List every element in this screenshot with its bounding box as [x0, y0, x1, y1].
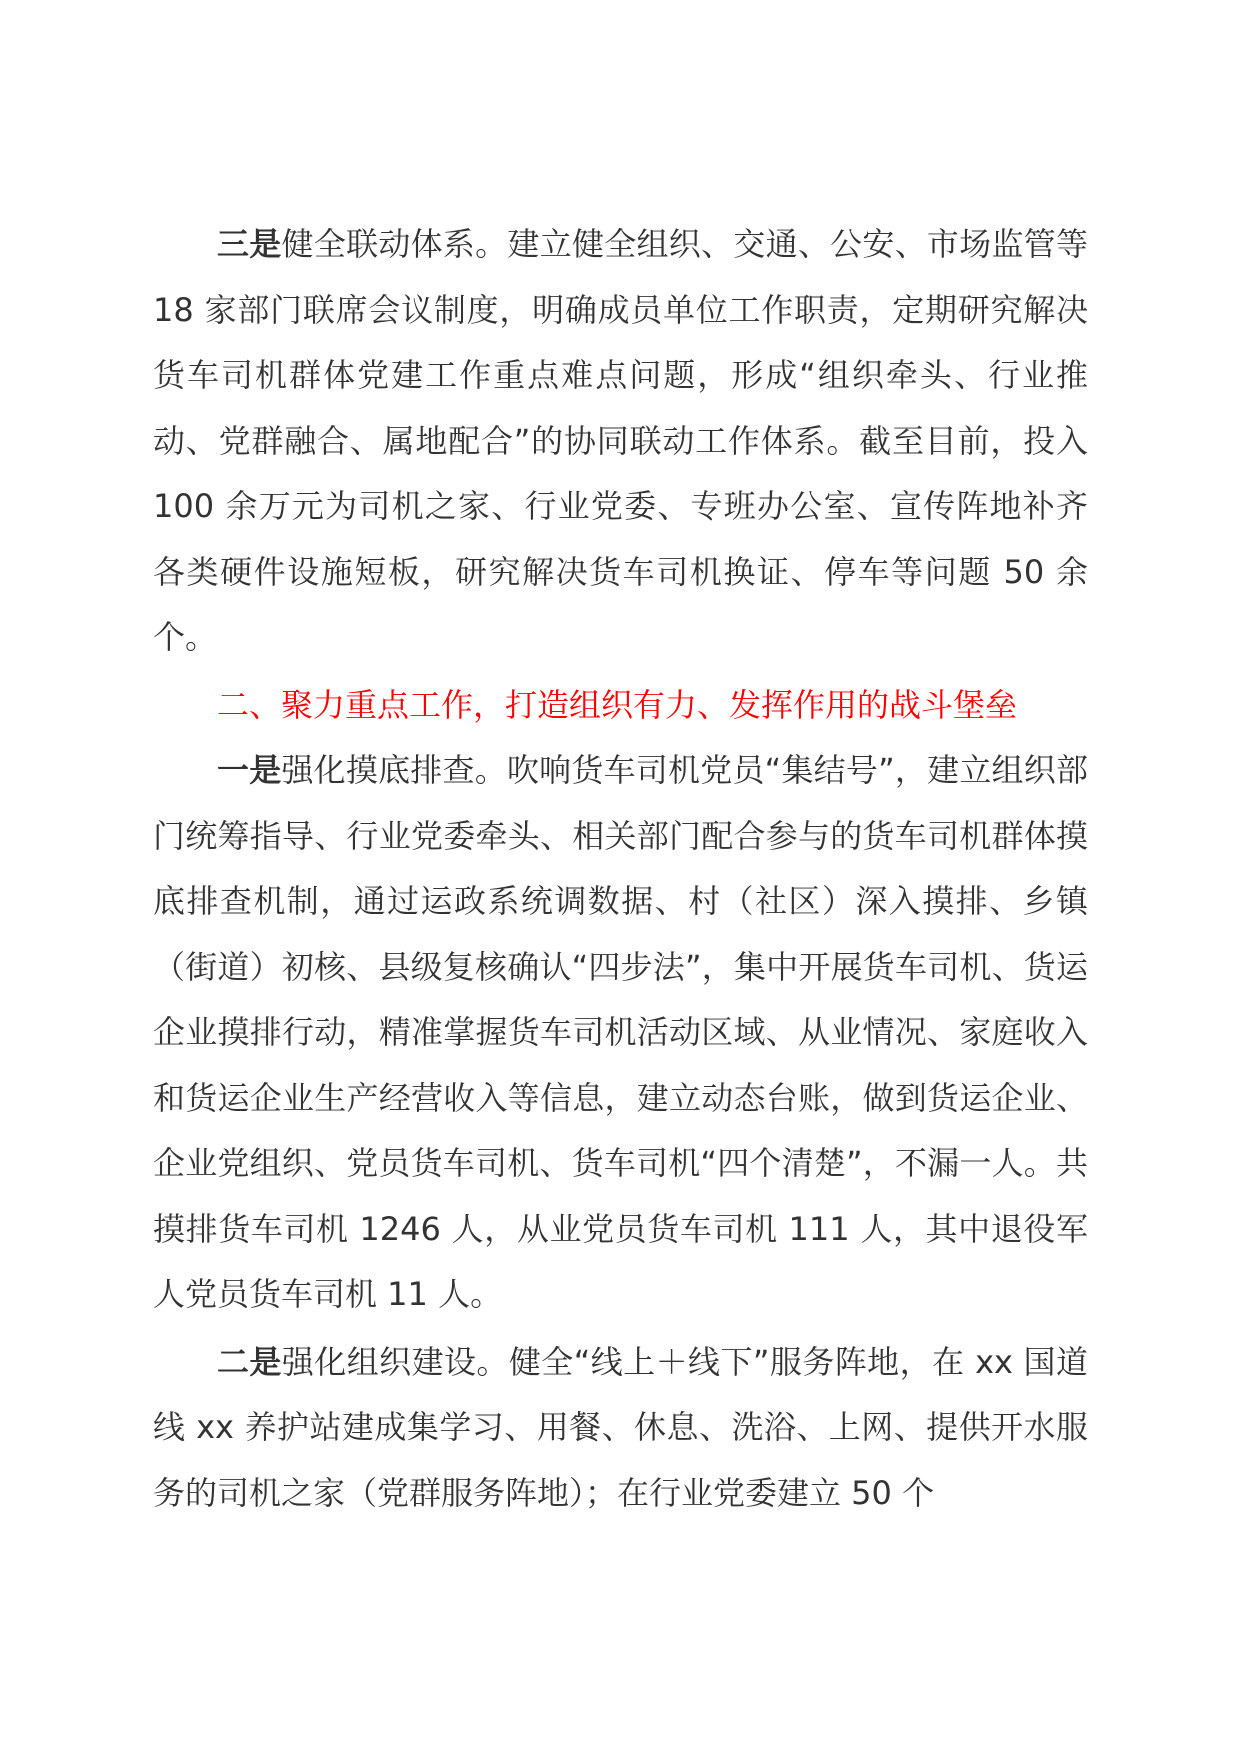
paragraph-survey — [153, 738, 1088, 1328]
paragraph-linkage-system — [153, 212, 1088, 671]
paragraph-lead-third: 三是 — [217, 225, 282, 263]
paragraph-lead-first: 一是 — [217, 751, 282, 789]
document-page — [153, 212, 1088, 1526]
paragraph-organization-building — [153, 1330, 1088, 1527]
paragraph-body: 强化摸底排查。吹响货车司机党员“集结号”，建立组织部门统筹指导、行业党委牵头、相关部门配合参与的货车司机群体摸底排查机制，通过运政系统调数据、村（社区）深入摸排、乡镇（街道）初核、县级复核确认“四步法”，集中开展货车司机、货运企业摸排行动，精准掌握货车司机活动区域、从业情况、家庭收入和货运企业生产经营收入等信息，建立动态台账，做到货运企业、企业党组织、党员货车司机、货车司机“四个清楚”，不漏一人。共摸排货车司机 1246 人，从业党员货车司机 111 人，其中退役军人党员货车司机 11 人。 — [153, 751, 1088, 1313]
paragraph-body: 强化组织建设。健全“线上＋线下”服务阵地，在 xx 国道线 xx 养护站建成集学习、用餐、休息、洗浴、上网、提供开水服务的司机之家（党群服务阵地）；在行业党委建立 50 个 — [153, 1342, 1088, 1512]
section-heading-two: 二、聚力重点工作，打造组织有力、发挥作用的战斗堡垒 — [217, 685, 1018, 724]
paragraph-body: 健全联动体系。建立健全组织、交通、公安、市场监管等 18 家部门联席会议制度，明确成员单位工作职责，定期研究解决货车司机群体党建工作重点难点问题，形成“组织牵头、行业推动、党群融合、属地配合”的协同联动工作体系。截至目前，投入 100 余万元为司机之家、行业党委、专班办公室、宣传阵地补齐各类硬件设施短板，研究解决货车司机换证、停车等问题 50 余个。 — [153, 225, 1088, 656]
paragraph-lead-second: 二是 — [217, 1342, 282, 1381]
